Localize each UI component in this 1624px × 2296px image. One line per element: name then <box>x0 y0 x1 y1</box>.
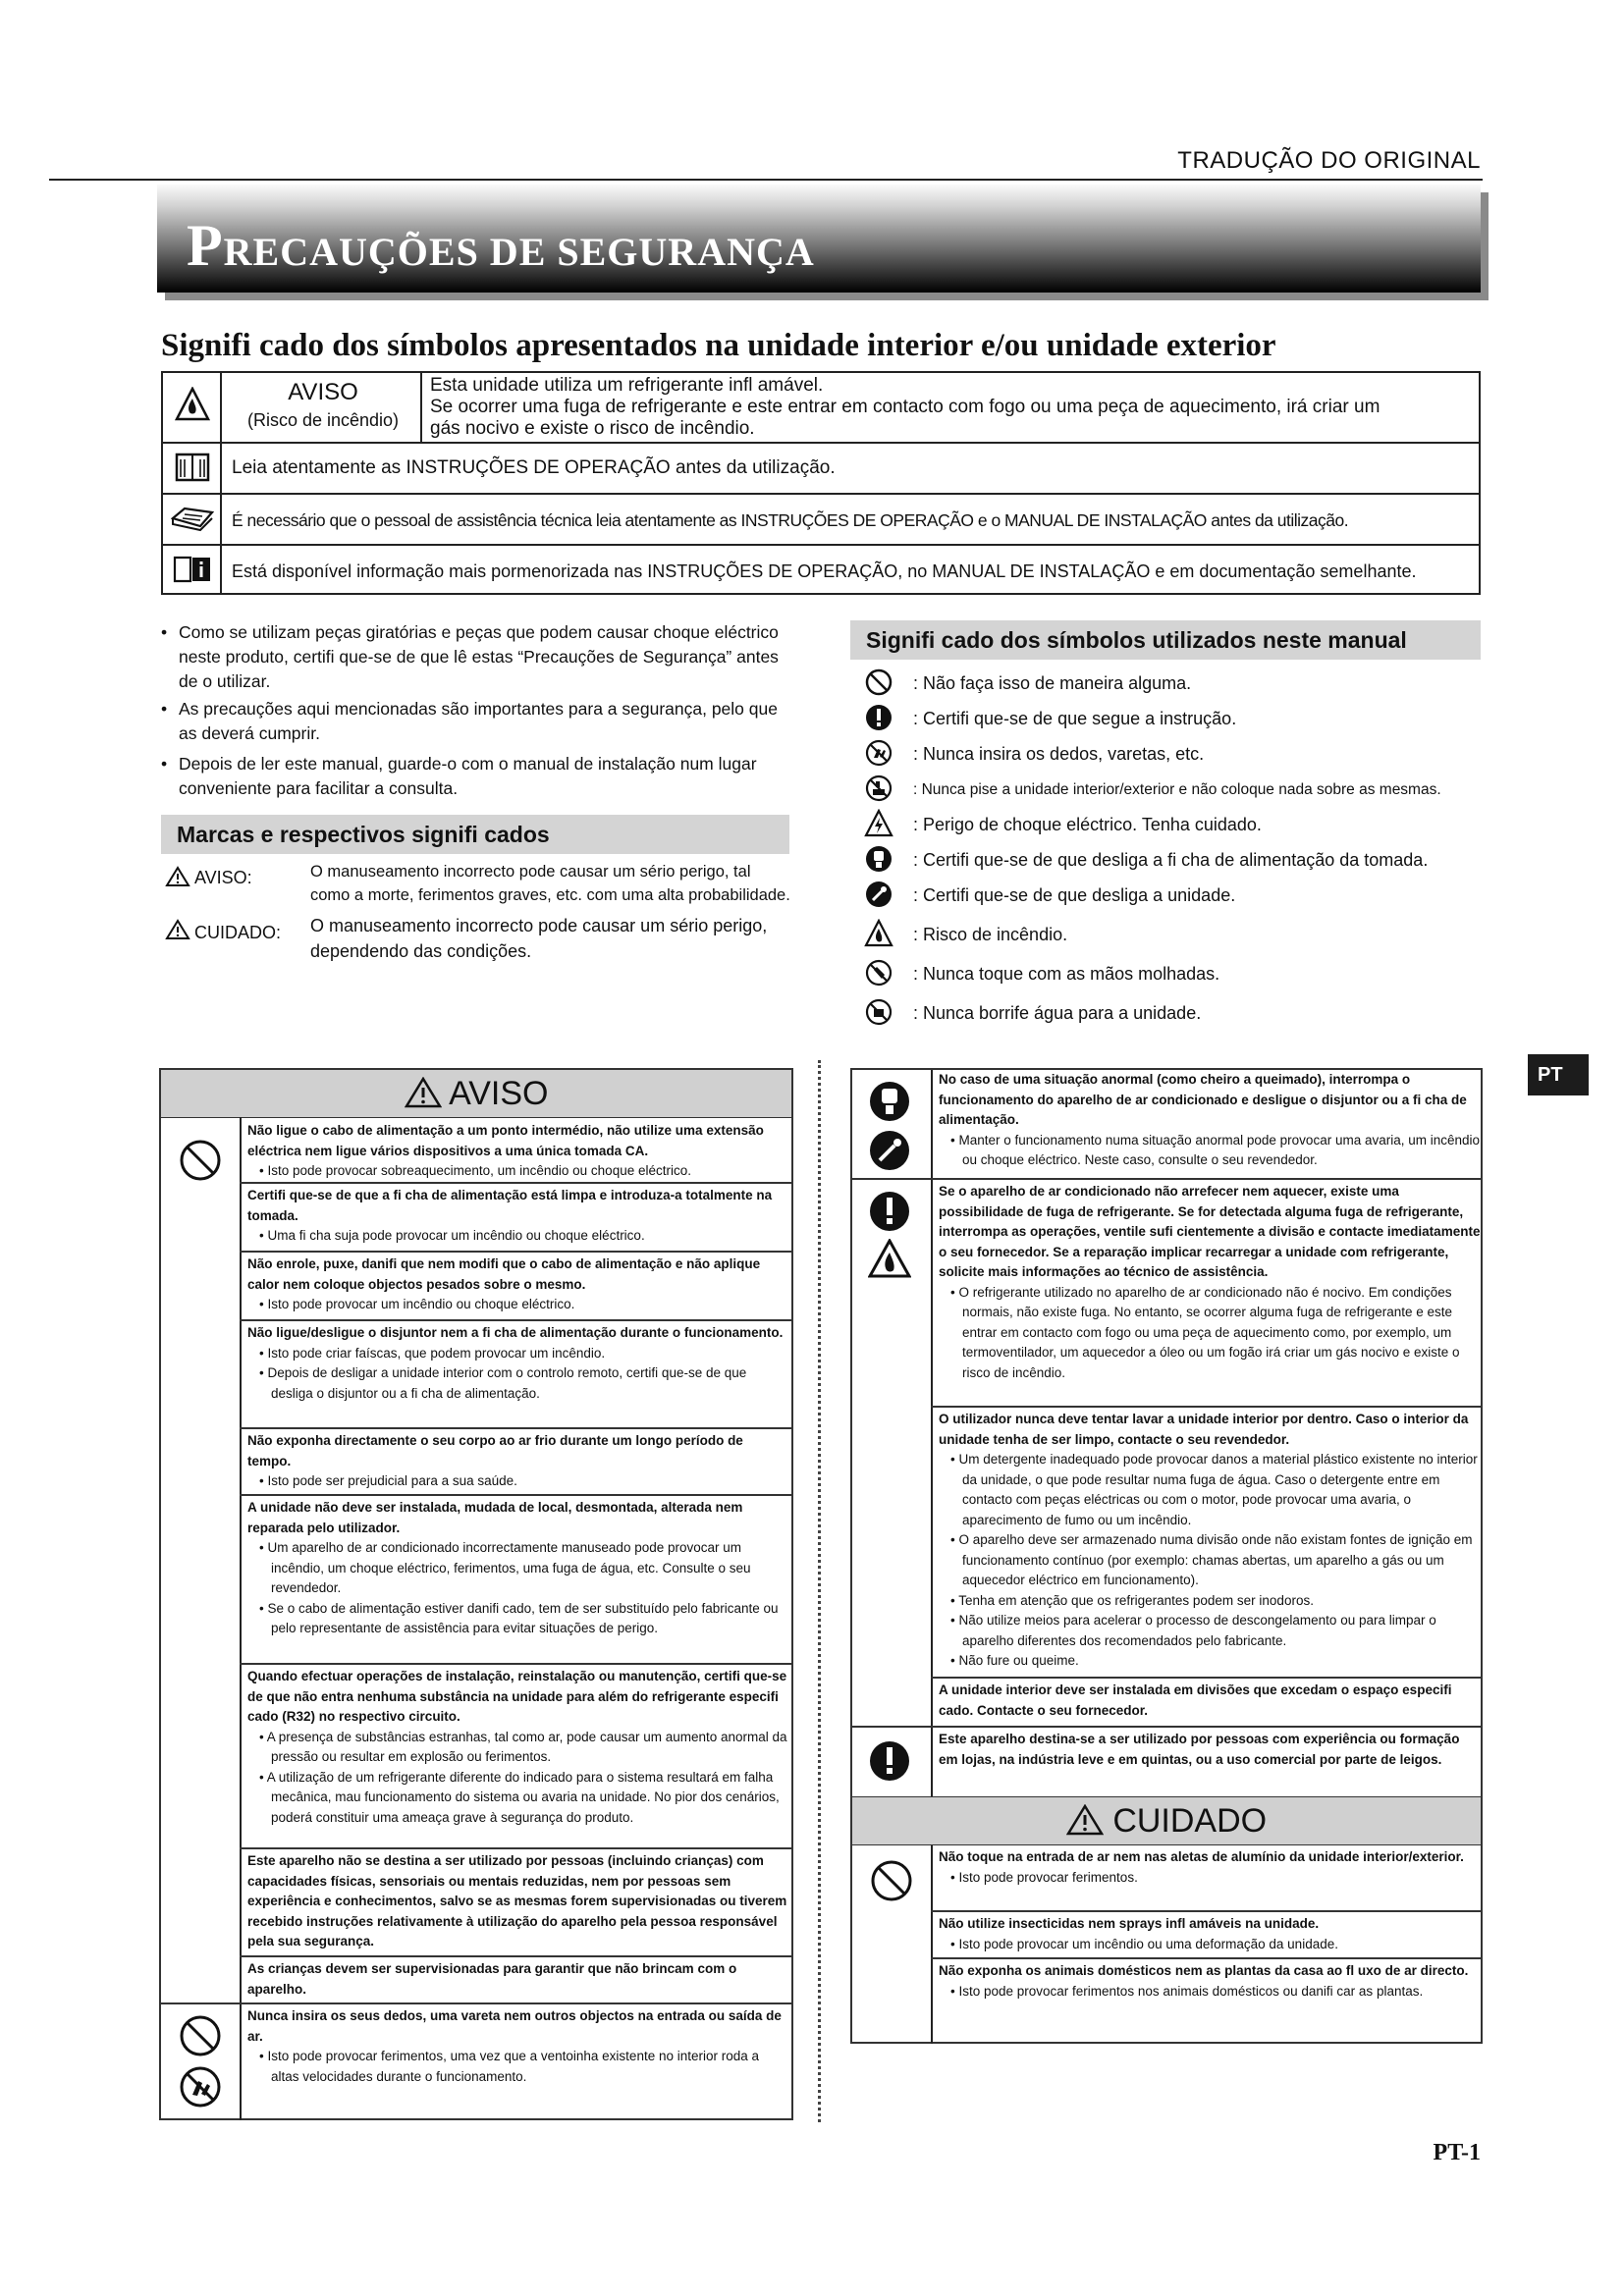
prohibited-icon <box>179 2014 222 2057</box>
info-manual-icon <box>173 554 212 585</box>
fire-risk-icon <box>864 919 893 948</box>
unplug-icon <box>868 1080 911 1123</box>
cuidado-title <box>852 1796 1481 1845</box>
title-banner <box>157 185 1481 293</box>
symbols-heading: Signifi cado dos símbolos apresentados na unidade interior e/ou unidade exterior <box>161 328 1276 363</box>
legend-row: : Não faça isso de maneira alguma. <box>864 667 893 701</box>
legend-row: : Nunca insira os dedos, varetas, etc. <box>864 738 893 772</box>
read-instructions-text: Leia atentamente as INSTRUÇÕES DE OPERAÇÃO antes da utilização. <box>232 457 836 478</box>
aviso-text-line: Esta unidade utiliza um refrigerante infl amável. <box>430 375 824 396</box>
service-manual-icon <box>171 505 214 532</box>
mandatory-icon <box>864 703 893 732</box>
aviso-box-title <box>161 1070 791 1118</box>
aviso-title-text: AVISO <box>449 1075 549 1112</box>
marks-heading: Marcas e respectivos signifi cados <box>161 815 789 854</box>
right-item: Se o aparelho de ar condicionado não arrefecer nem aquecer, existe uma possibilidade de fuga de refrigerante. Se for detectada alguma fuga de refrigerante, interrompa as operações, ventile sufi cientemente a divisão e contacte imediatamente o seu fornecedor. Se a reparação implicar recarregar a unidade com refrigerante, solicite mais informações ao técnico de assistência. • O refrigerante utilizado no aparelho de ar condicionado não é nocivo. Em condições normais, não existe fuga. No entanto, se ocorrer alguma fuga de refrigerante e este entrar em contacto com fogo ou uma peça de aquecimento como, por exemplo, um termoventilador, um aquecedor a óleo ou um fogão irá criar um gás nocivo e existe o risco de incêndio. <box>939 1184 1481 1380</box>
right-warning-box <box>850 1068 1483 2044</box>
prohibited-icon <box>864 667 893 697</box>
right-item: O utilizador nunca deve tentar lavar a unidade interior por dentro. Caso o interior da unidade tenha de ser limpo, contacte o seu revendedor. • Um detergente inadequado pode provocar danos a material plástico existente no interior da unidade, o que pode resultar numa fuga de água. Caso o detergente entre em contacto com peças eléctricas ou com o motor, pode provocar uma avaria, o aparecimento de fumo ou um incêndio. • O aparelho deve ser armazenado numa divisão onde não existam fontes de ignição em funcionamento contínuo (por exemplo: chamas abertas, um aparelho a gás ou um aquecedor eléctrico em funcionamento). • Tenha em atenção que os refrigerantes podem ser inodoros. • Não utilize meios para acelerar o processo de descongelamento ou para limpar o aparelho diferentes dos recomendados pelo fabricante. • Não fure ou queime. <box>939 1412 1478 1668</box>
aviso-item: Nunca insira os seus dedos, uma vareta nem outros objectos na entrada ou saída de ar. • Isto pode provocar ferimentos, uma vez que a ventoinha existente no interior roda a altas velocidades durante o funcionamento. <box>247 2008 782 2084</box>
aviso-item: Não ligue/desligue o disjuntor nem a fi cha de alimentação durante o funcionamento. • Isto pode criar faíscas, que podem provocar um incêndio. • Depois de desligar a unidade interior com o controlo remoto, certifi que-se de que desliga o disjuntor ou a fi cha de alimentação. <box>247 1325 784 1401</box>
legend-row: : Risco de incêndio. <box>864 919 893 952</box>
mark-aviso-desc: O manuseamento incorrecto pode causar um sério perigo, tal como a morte, ferimentos graves, etc. com uma alta probabilidade. <box>310 863 790 904</box>
mark-cuidado-desc: O manuseamento incorrecto pode causar um sério perigo, dependendo das condições. <box>310 916 768 961</box>
legend-row: : Nunca pise a unidade interior/exterior e não coloque nada sobre as mesmas. <box>864 774 893 807</box>
column-divider <box>818 1060 821 2122</box>
caution-triangle-icon <box>165 919 190 940</box>
legend-row: : Nunca toque com as mãos molhadas. <box>864 958 893 991</box>
warning-triangle-icon <box>405 1077 442 1108</box>
mark-cuidado-label: CUIDADO: <box>194 923 282 942</box>
service-personnel-text: É necessário que o pessoal de assistência técnica leia atentamente as INSTRUÇÕES DE OPERAÇÃO e o MANUAL DE INSTALAÇÃO antes da utilização. <box>232 510 1349 530</box>
aviso-sublabel: (Risco de incêndio) <box>246 410 400 430</box>
switch-off-icon <box>864 880 893 909</box>
aviso-item: Este aparelho não se destina a ser utilizado por pessoas (incluindo crianças) com capacidades físicas, sensoriais ou mentais reduzidas, nem por pessoas sem experiência e conhecimentos, salvo se as mesmas forem supervisionadas ou tiverem recebido instruções relativamente à utilização do aparelho pela pessoa responsável pela sua segurança. <box>247 1853 787 1949</box>
right-item: A unidade interior deve ser instalada em divisões que excedam o espaço especifi cado. Contacte o seu fornecedor. <box>939 1682 1452 1718</box>
aviso-label: AVISO <box>288 379 358 405</box>
title-rest: RECAUÇÕES DE SEGURANÇA <box>223 230 815 274</box>
warning-triangle-icon <box>165 866 190 887</box>
aviso-item: Não enrole, puxe, danifi que nem modifi que o cabo de alimentação e não aplique calor nem coloque objectos pesados sobre o mesmo. • Isto pode provocar um incêndio ou choque eléctrico. <box>247 1256 761 1311</box>
no-wet-hands-icon <box>864 958 893 988</box>
no-water-spray-icon <box>864 997 893 1027</box>
unplug-icon <box>864 844 893 874</box>
page-number: PT-1 <box>1433 2140 1481 2165</box>
cuidado-title-text: CUIDADO <box>1112 1802 1268 1840</box>
aviso-item: Certifi que-se de que a fi cha de alimentação está limpa e introduza-a totalmente na tomada. • Uma fi cha suja pode provocar um incêndio ou choque eléctrico. <box>247 1188 773 1243</box>
language-tab: PT <box>1528 1054 1589 1095</box>
intro-bullet: • Depois de ler este manual, guarde-o com o manual de instalação num lugar conveniente para facilitar a consulta. <box>161 754 757 798</box>
right-item: No caso de uma situação anormal (como cheiro a queimado), interrompa o funcionamento do aparelho de ar condicionado e desligue o disjuntor ou a fi cha de alimentação. • Manter o funcionamento numa situação anormal pode provocar uma avaria, um incêndio ou choque eléctrico. Neste caso, consulte o seu revendedor. <box>939 1072 1481 1167</box>
aviso-item: A unidade não deve ser instalada, mudada de local, desmontada, alterada nem reparada pelo utilizador. • Um aparelho de ar condicionado incorrectamente manuseado pode provocar um incêndio, um choque eléctrico, ferimentos, uma fuga de água, etc. Consulte o seu revendedor. • Se o cabo de alimentação estiver danifi cado, tem de ser substituído pelo fabricante ou pelo representante de assistência para evitar situações de perigo. <box>247 1500 779 1635</box>
prohibited-icon <box>179 1139 222 1182</box>
aviso-item: Não exponha directamente o seu corpo ao ar frio durante um longo período de tempo. • Isto pode ser prejudicial para a sua saúde. <box>247 1433 743 1488</box>
cuidado-item: Não toque na entrada de ar nem nas aletas de alumínio da unidade interior/exterior. • Isto pode provocar ferimentos. <box>939 1849 1464 1885</box>
more-info-text: Está disponível informação mais pormenorizada nas INSTRUÇÕES DE OPERAÇÃO, no MANUAL DE INSTALAÇÃO e em documentação semelhante. <box>232 561 1417 581</box>
caution-triangle-icon <box>1066 1804 1104 1836</box>
switch-off-icon <box>868 1129 911 1172</box>
unit-symbols-table <box>161 371 1481 595</box>
operating-instructions-icon <box>175 452 210 483</box>
legend-heading: Signifi cado dos símbolos utilizados neste manual <box>850 620 1481 660</box>
aviso-item: As crianças devem ser supervisionadas para garantir que não brincam com o aparelho. <box>247 1961 737 1997</box>
mandatory-icon <box>868 1739 911 1783</box>
right-item: Este aparelho destina-se a ser utilizado por pessoas com experiência ou formação em lojas, na indústria leve e em quintas, ou a uso comercial por parte de leigos. <box>939 1732 1460 1767</box>
intro-bullet: • As precauções aqui mencionadas são importantes para a segurança, pelo que as deverá cumprir. <box>161 699 778 743</box>
page-title <box>187 212 815 280</box>
legend-row: : Nunca borrife água para a unidade. <box>864 997 893 1031</box>
legend-row: : Certifi que-se de que desliga a fi cha de alimentação da tomada. <box>864 844 893 878</box>
fire-risk-icon <box>868 1239 911 1278</box>
aviso-item: Quando efectuar operações de instalação, reinstalação ou manutenção, certifi que-se de que não entra nenhuma substância na unidade para além do refrigerante especifi cado (R32) no respectivo circuito. • A presença de substâncias estranhas, tal como ar, pode causar um aumento anormal da pressão ou resultar em explosão ou ferimentos. • A utilização de um refrigerante diferente do indicado para o sistema resultará em falha mecânica, mau funcionamento do sistema ou avaria na unidade. No pior dos cenários, poderá constituir uma ameaça grave à segurança do produto. <box>247 1669 787 1825</box>
mark-aviso-label: AVISO: <box>194 868 252 887</box>
legend-row: : Certifi que-se de que desliga a unidade. <box>864 880 893 913</box>
prohibited-icon <box>870 1859 913 1902</box>
aviso-text-line: gás nocivo e existe o risco de incêndio. <box>430 418 755 439</box>
aviso-item: Não ligue o cabo de alimentação a um ponto intermédio, não utilize uma extensão eléctrica nem ligue vários dispositivos a uma única tomada CA. • Isto pode provocar sobreaquecimento, um incêndio ou choque eléctrico. <box>247 1123 764 1178</box>
legend-row: : Perigo de choque eléctrico. Tenha cuidado. <box>864 809 893 842</box>
aviso-box <box>159 1068 793 2120</box>
cuidado-item: Não exponha os animais domésticos nem as plantas da casa ao fl uxo de ar directo. • Isto pode provocar ferimentos nos animais domésticos ou danifi car as plantas. <box>939 1963 1469 1999</box>
aviso-text-line: Se ocorrer uma fuga de refrigerante e este entrar em contacto com fogo ou uma peça de aquecimento, irá criar um <box>430 397 1380 417</box>
cuidado-item: Não utilize insecticidas nem sprays infl amáveis na unidade. • Isto pode provocar um incêndio ou uma deformação da unidade. <box>939 1916 1338 1951</box>
fire-warning-icon <box>175 387 210 422</box>
legend-row: : Certifi que-se de que segue a instrução. <box>864 703 893 736</box>
original-translation-label: TRADUÇÃO DO ORIGINAL <box>1177 147 1481 174</box>
no-step-icon <box>864 774 893 803</box>
no-fingers-icon <box>179 2065 222 2109</box>
header-rule <box>49 179 1483 181</box>
mandatory-icon <box>868 1190 911 1233</box>
title-initial: P <box>187 213 224 278</box>
no-fingers-icon <box>864 738 893 768</box>
intro-bullet: • Como se utilizam peças giratórias e peças que podem causar choque eléctrico neste produto, certifi que-se de que lê estas “Precauções de Segurança” antes de o utilizar. <box>161 622 779 691</box>
electric-shock-icon <box>864 809 893 838</box>
